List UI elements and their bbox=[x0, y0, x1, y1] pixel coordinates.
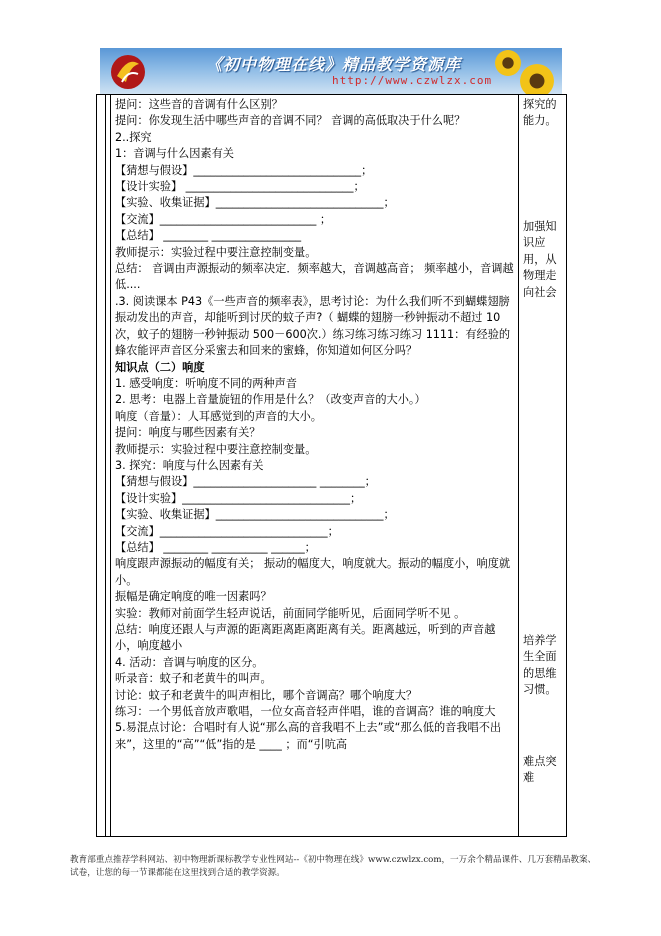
content-line: 听录音：蚊子和老黄牛的叫声。 bbox=[115, 672, 272, 686]
content-line: 2..探究 bbox=[115, 130, 152, 144]
content-line: 2. 思考：电器上音量旋钮的作用是什么？（改变声音的大小。） bbox=[115, 393, 426, 407]
side-note bbox=[518, 633, 566, 699]
content-line: 响度跟声源振动的幅度有关； 振动的幅度大，响度就大。振动的幅度小，响度就小。 bbox=[115, 557, 511, 587]
content-line: 【实验、收集证据】______________________________； bbox=[115, 508, 395, 522]
lesson-table bbox=[96, 94, 567, 837]
content-line: 提问：你发现生活中哪些声音的音调不同？ 音调的高低取决于什么呢？ bbox=[115, 114, 466, 128]
table-divider bbox=[518, 95, 519, 836]
table-divider bbox=[105, 95, 106, 836]
side-note-text: 难点突难 bbox=[523, 755, 557, 785]
lesson-content bbox=[111, 95, 518, 753]
side-note bbox=[518, 219, 566, 301]
banner-title: 《初中物理在线》精品教学资源库 bbox=[206, 55, 462, 74]
content-line: 3. 探究：响度与什么因素有关 bbox=[115, 458, 264, 472]
content-line: 【交流】____________________________ ； bbox=[115, 212, 332, 226]
side-note-text: 培养学生全面的思维习惯。 bbox=[523, 634, 557, 697]
content-line: 【交流】______________________________； bbox=[115, 524, 339, 538]
content-line: 【猜想与假设】______________________________； bbox=[115, 163, 373, 177]
content-line: 总结：响度还跟人与声源的距离距离距离距离有关。距离越远，听到的声音越小，响度越小 bbox=[115, 623, 496, 653]
content-line: 提问：这些音的音调有什么区别？ bbox=[115, 98, 283, 111]
page-footer: 教育部重点推荐学科网站、初中物理新课标教学专业性网站--《初中物理在线》www.czwlzx.com，一万余个精品课件、几万套精品教案、试卷，让您的每一节课都能在这里找到合适的教学资源。 bbox=[70, 855, 597, 878]
side-note-text: 探究的能力。 bbox=[523, 98, 557, 128]
content-line: 1：音调与什么因素有关 bbox=[115, 147, 234, 161]
section-heading: 知识点（二）响度 bbox=[115, 360, 205, 374]
sunflower-icon bbox=[495, 50, 521, 76]
content-line: 【总结】 ________ ________________ bbox=[115, 229, 302, 243]
side-note bbox=[518, 97, 566, 130]
content-line: 提问：响度与哪些因素有关？ bbox=[115, 426, 261, 440]
content-line: 振幅是确定响度的唯一因素吗？ bbox=[115, 590, 272, 604]
content-line: 【总结】 ________ __________ ______； bbox=[115, 540, 316, 554]
content-line: 教师提示：实验过程中要注意控制变量。 bbox=[115, 245, 317, 259]
content-line: 练习：一个男低音放声歌唱，一位女高音轻声伴唱，谁的音调高？谁的响度大 bbox=[115, 705, 496, 719]
content-line: 4. 活动：音调与响度的区分。 bbox=[115, 655, 264, 669]
content-line: .3. 阅读课本 P43《一些声音的频率表》，思考讨论：为什么我们听不到蝴蝶翅膀振动发出的声音，却能听到讨厌的蚊子声?（ 蝴蝶的翅膀一秒钟振动不超过 10次，蚊子的翅膀一秒钟振动 500－600次.）练习练习练习练习 1111：有经验的蜂农能评声音区分采蜜去和回来的蜜蜂，你知道如何区分吗？ bbox=[115, 294, 511, 358]
side-note bbox=[518, 754, 566, 787]
site-banner bbox=[100, 48, 562, 94]
site-logo-icon bbox=[108, 52, 148, 90]
content-line: 【实验、收集证据】______________________________； bbox=[115, 196, 395, 210]
side-note-text: 加强知识应用，从物理走向社会 bbox=[523, 220, 557, 299]
content-line: 1. 感受响度：听响度不同的两种声音 bbox=[115, 376, 298, 390]
content-line: 讨论：蚊子和老黄牛的叫声相比，哪个音调高？哪个响度大？ bbox=[115, 688, 418, 702]
content-line: 实验：教师对前面学生轻声说话，前面同学能听见，后面同学听不见 。 bbox=[115, 606, 466, 620]
content-line: 响度（音量）：人耳感觉到的声音的大小。 bbox=[115, 409, 322, 423]
content-line: 【设计实验】 ______________________________； bbox=[115, 180, 365, 194]
sunflower-icon bbox=[520, 64, 554, 94]
content-line: 总结： 音调由声源振动的频率决定．频率越大，音调越高音； 频率越小，音调越低.... bbox=[115, 262, 514, 292]
content-line: 【设计实验】______________________________； bbox=[115, 491, 362, 505]
content-line: 【猜想与假设】______________________ ________； bbox=[115, 475, 376, 489]
content-line: 5.易混点讨论：合唱时有人说“那么高的音我唱不上去”或“那么低的音我唱不出来”，这里的“高”“低”指的是 ____ ；而“引吭高 bbox=[115, 721, 502, 751]
content-line: 教师提示：实验过程中要注意控制变量。 bbox=[115, 442, 317, 456]
banner-url[interactable]: http://www.czwlzx.com bbox=[332, 74, 493, 87]
